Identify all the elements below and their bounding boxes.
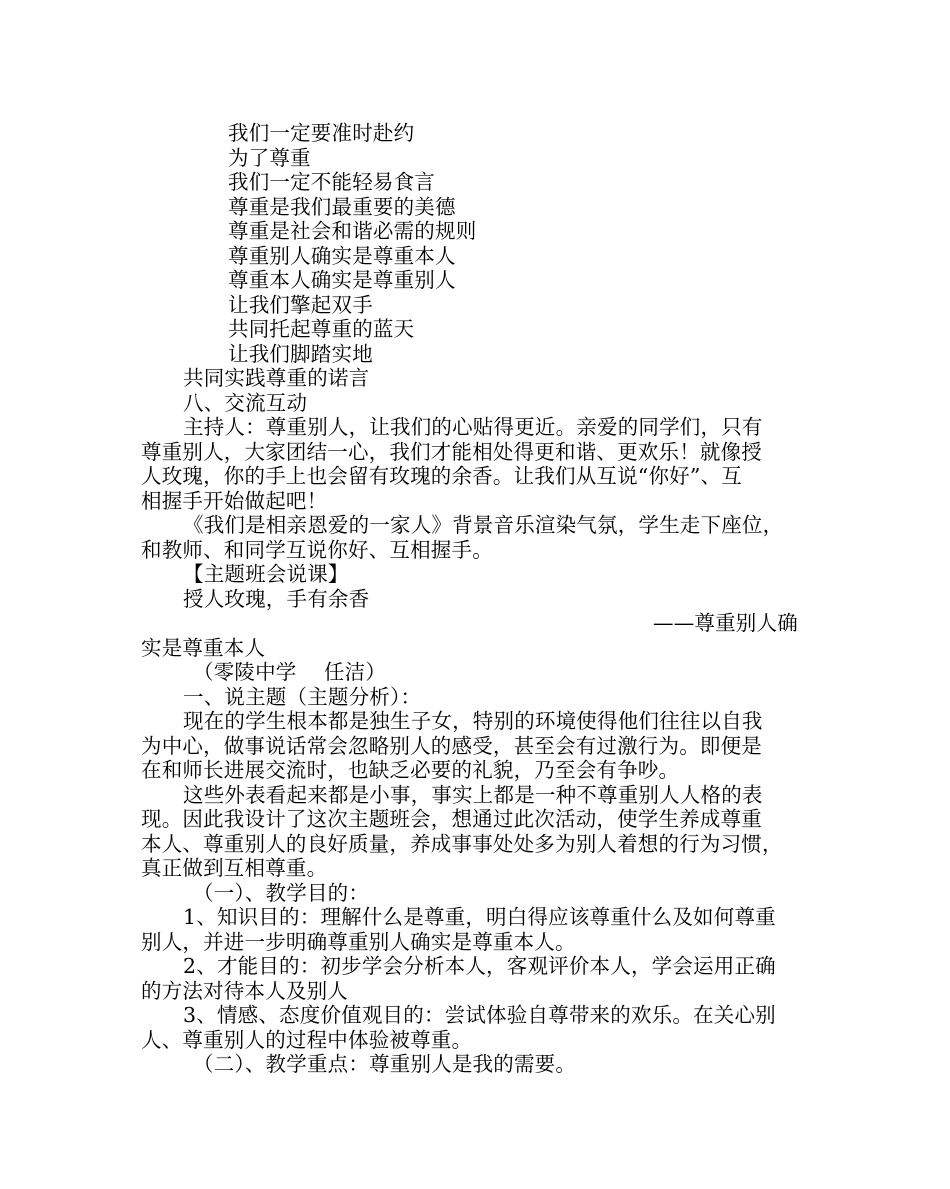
poem-line: 共同托起尊重的蓝天 [228, 317, 415, 341]
paragraph-line: 3、情感、态度价值观目的：尝试体验自尊带来的欢乐。在关心别 [183, 1003, 776, 1027]
paragraph-line: 这些外表看起来都是小事，事实上都是一种不尊重别人人格的表 [183, 783, 763, 807]
section-heading: 一、说主题（主题分析）： [183, 685, 422, 709]
paragraph-line: 2、才能目的：初步学会分析本人，客观评价本人，学会运用正确 [183, 954, 776, 978]
poem-line: 让我们脚踏实地 [228, 342, 373, 366]
lesson-subtitle: ——尊重别人确 [653, 611, 798, 635]
poem-line: 我们一定不能轻易食言 [228, 170, 435, 194]
paragraph-line: 尊重别人，大家团结一心，我们才能相处得更和谐、更欢乐！就像授 [141, 440, 762, 464]
poem-line: 尊重是社会和谐必需的规则 [228, 219, 477, 243]
paragraph-line: 人玫瑰，你的手上也会留有玫瑰的余香。让我们从互说“你好”、互 [141, 464, 742, 488]
author-line: （零陵中学 任洁） [193, 660, 387, 684]
paragraph-line: 在和师长进展交流时，也缺乏必要的礼貌，乃至会有争吵。 [141, 758, 680, 782]
poem-line: 尊重别人确实是尊重本人 [228, 244, 456, 268]
poem-line: 尊重是我们最重要的美德 [228, 195, 456, 219]
poem-line: 我们一定要准时赴约 [228, 121, 415, 145]
lesson-heading: 【主题班会说课】 [183, 562, 349, 586]
key-point-line: （二）、教学重点：尊重别人是我的需要。 [193, 1052, 577, 1076]
paragraph-line: 的方法对待本人及别人 [141, 979, 348, 1003]
lesson-title: 授人玫瑰，手有余香 [183, 587, 370, 611]
poem-line: 尊重本人确实是尊重别人 [228, 268, 456, 292]
paragraph-line: 和教师、和同学互说你好、互相握手。 [141, 538, 493, 562]
paragraph-line: 相握手开始做起吧！ [141, 489, 328, 513]
paragraph-line: 本人、尊重别人的良好质量，养成事事处处多为别人着想的行为习惯， [141, 832, 783, 856]
section-heading: 八、交流互动 [183, 391, 308, 415]
paragraph-line: 《我们是相亲恩爱的一家人》背景音乐渲染气氛，学生走下座位， [183, 513, 784, 537]
paragraph-line: 现。因此我设计了这次主题班会，想通过此次活动，使学生养成尊重 [141, 807, 762, 831]
paragraph-line: 主持人：尊重别人，让我们的心贴得更近。亲爱的同学们，只有 [183, 415, 763, 439]
paragraph-line: 别人，并进一步明确尊重别人确实是尊重本人。 [141, 930, 576, 954]
paragraph-line: 为中心，做事说话常会忽略别人的感受，甚至会有过激行为。即便是 [141, 734, 762, 758]
paragraph-line: 现在的学生根本都是独生子女，特别的环境使得他们往往以自我 [183, 709, 763, 733]
subsection-heading: （一）、教学目的： [193, 881, 370, 905]
poem-line: 为了尊重 [228, 146, 311, 170]
paragraph-line: 真正做到互相尊重。 [141, 856, 328, 880]
poem-last-line: 共同实践尊重的诺言 [183, 366, 370, 390]
lesson-subtitle: 实是尊重本人 [141, 636, 266, 660]
poem-line: 让我们擎起双手 [228, 293, 373, 317]
paragraph-line: 人、尊重别人的过程中体验被尊重。 [141, 1028, 473, 1052]
paragraph-line: 1、知识目的：理解什么是尊重，明白得应该尊重什么及如何尊重 [183, 905, 776, 929]
